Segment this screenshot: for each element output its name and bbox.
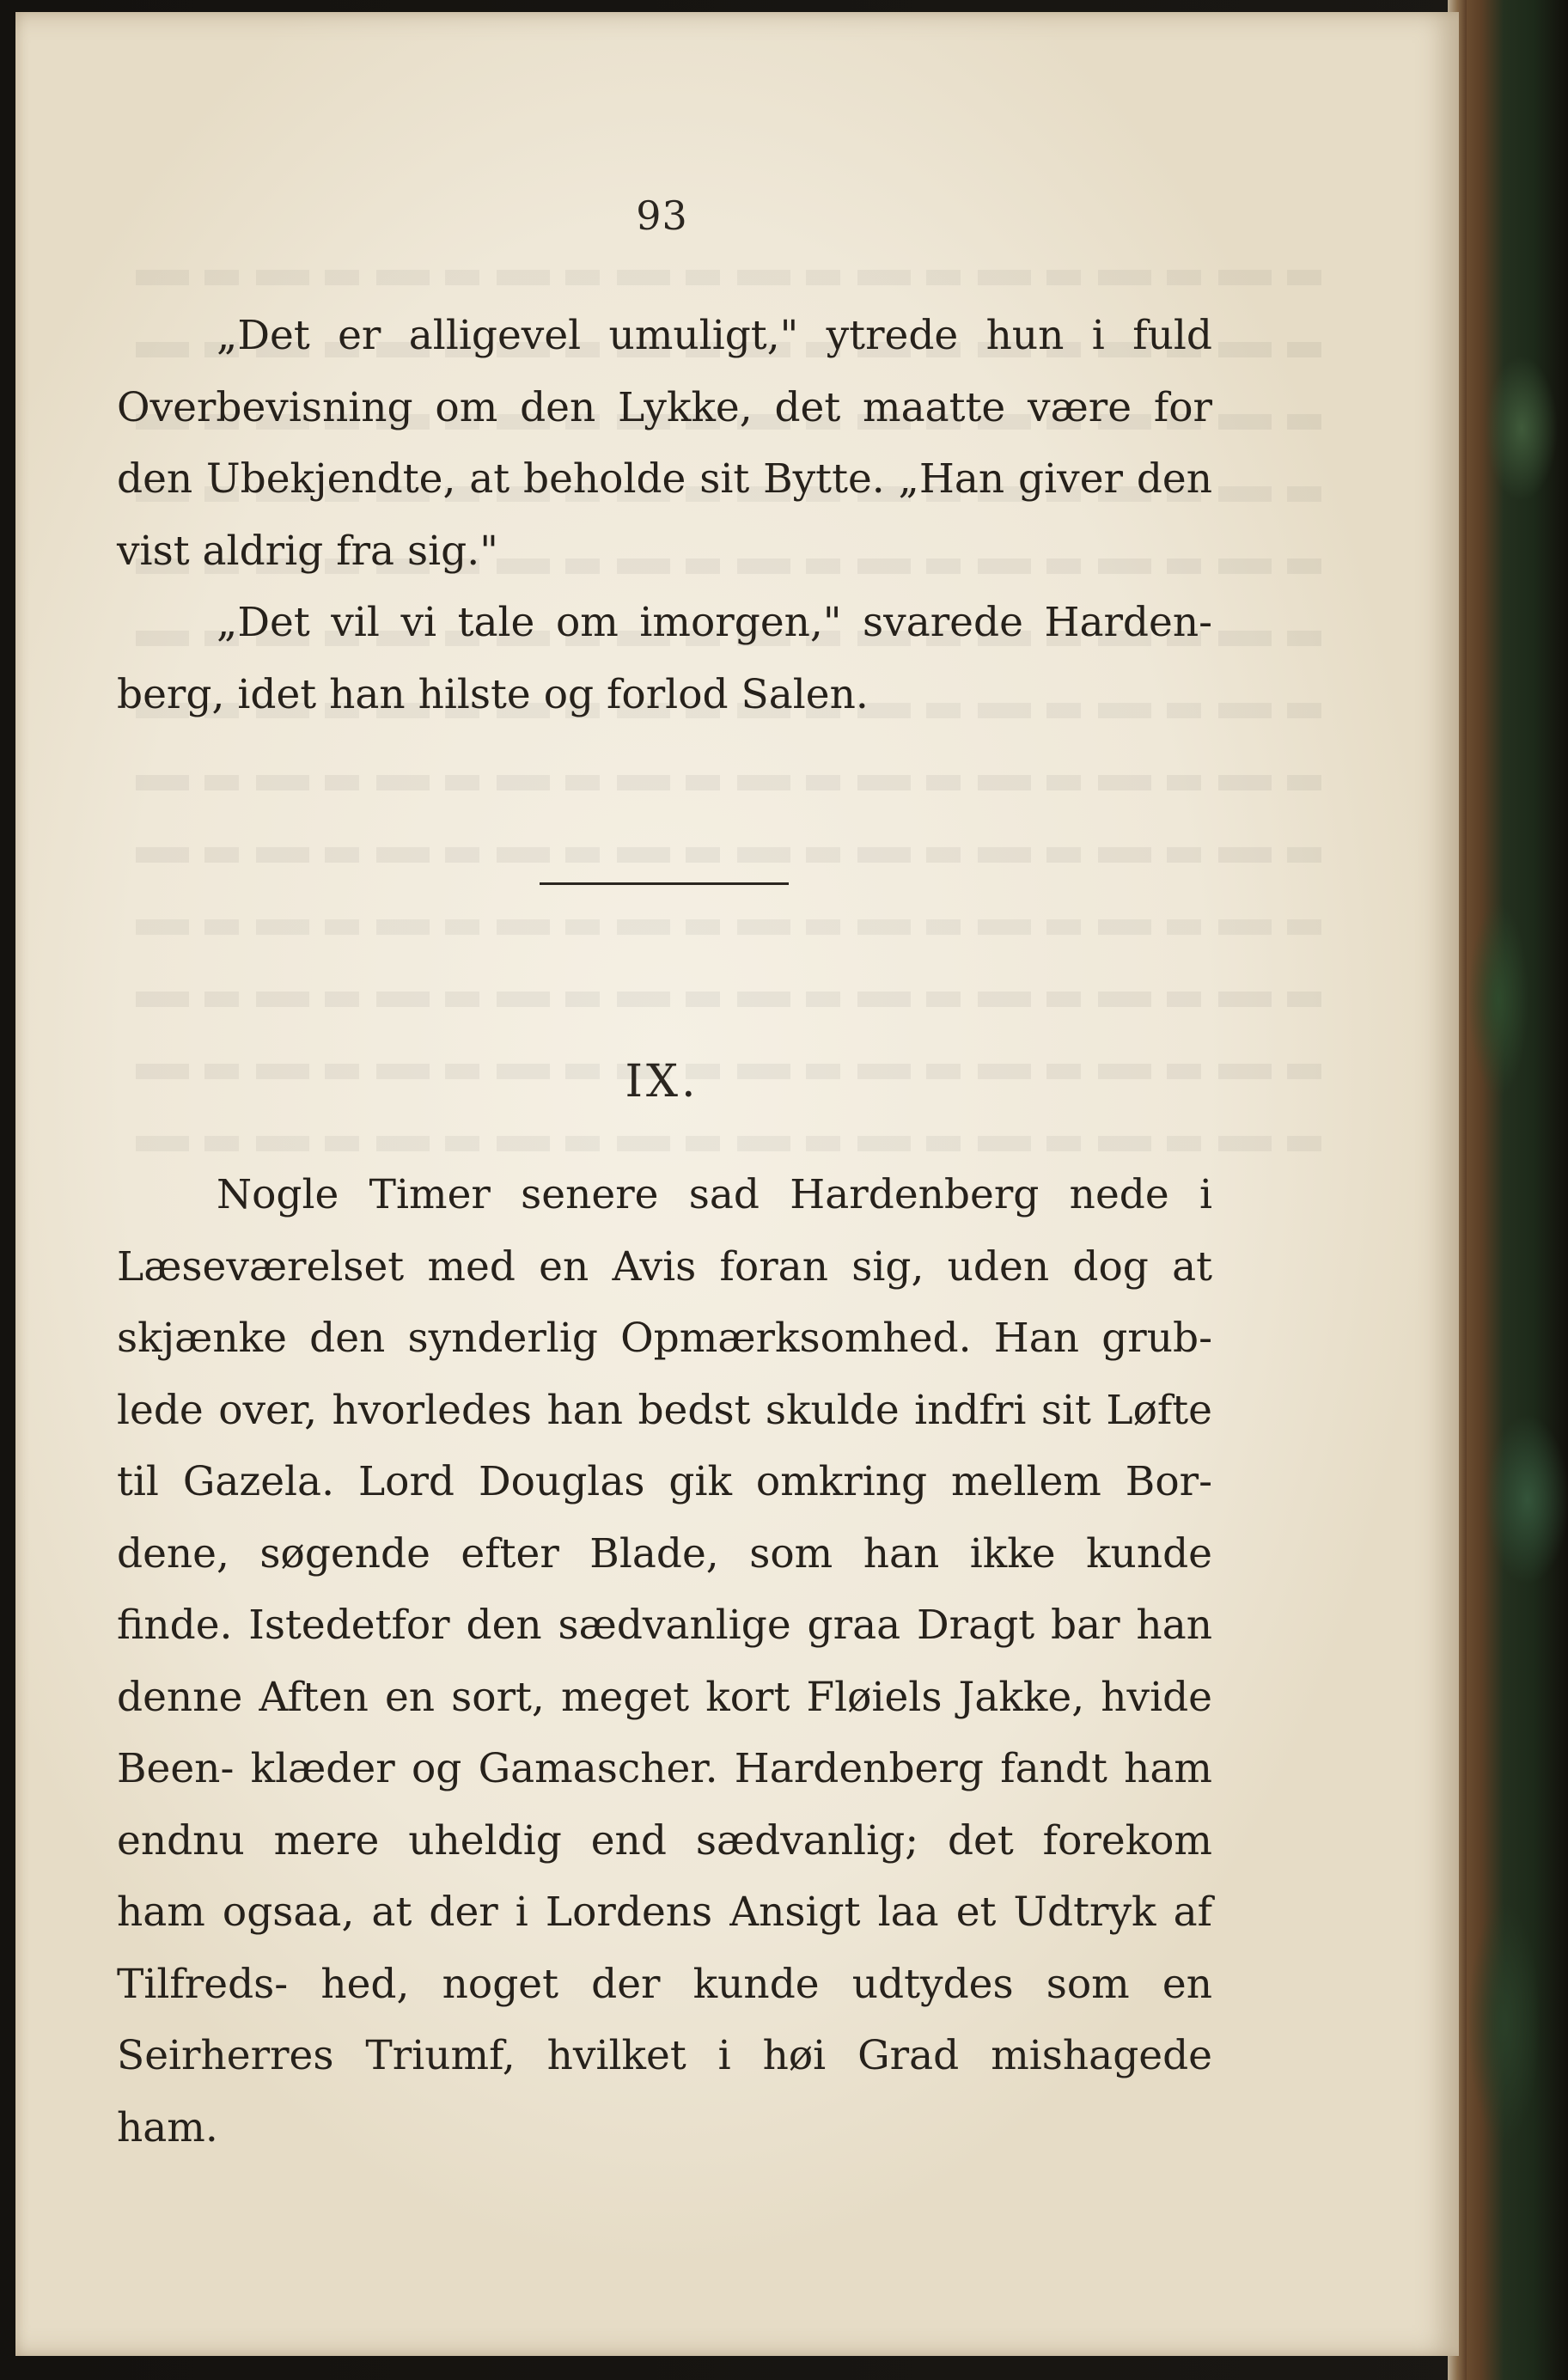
paragraph: Nogle Timer senere sad Hardenberg nede i Læseværelset med en Avis foran sig, uden dog at skjænke den synderlig Opmærksomhed. Han grub- lede over, hvorledes han bedst skulde indfri sit Løfte til Gazela. Lord Douglas gik omkring mellem Bor- dene, søgende efter Blade, som han ikke kunde finde. Istedetfor den sædvanlige graa Dragt bar han denne Aften en sort, meget kort Fløiels Jakke, hvide Been- klæder og Gamascher. Hardenberg fandt ham endnu mere uheldig end sædvanlig; det forekom ham ogsaa, at der i Lordens Ansigt laa et Udtryk af Tilfreds- hed, noget der kunde udtydes som en Seirherres Triumf, hvilket i høi Grad mishagede ham.: [117, 1171, 1212, 2151]
book-page: [15, 12, 1459, 2356]
paragraph: „Det er alligevel umuligt," ytrede hun i fuld Overbevisning om den Lykke, det maatte være for den Ubekjendte, at beholde sit Bytte. „Han giver den vist aldrig fra sig.": [117, 312, 1212, 575]
section-divider: [540, 882, 789, 885]
paragraph: „Det vil vi tale om imorgen," svarede Harden- berg, idet han hilste og forlod Salen.: [117, 599, 1212, 718]
page-number: 93: [636, 192, 688, 239]
book-cover: [1452, 0, 1568, 2380]
chapter-heading: IX.: [625, 1056, 699, 1108]
text-block-top: [117, 300, 1212, 730]
text-block-bottom: [117, 1159, 1212, 2163]
